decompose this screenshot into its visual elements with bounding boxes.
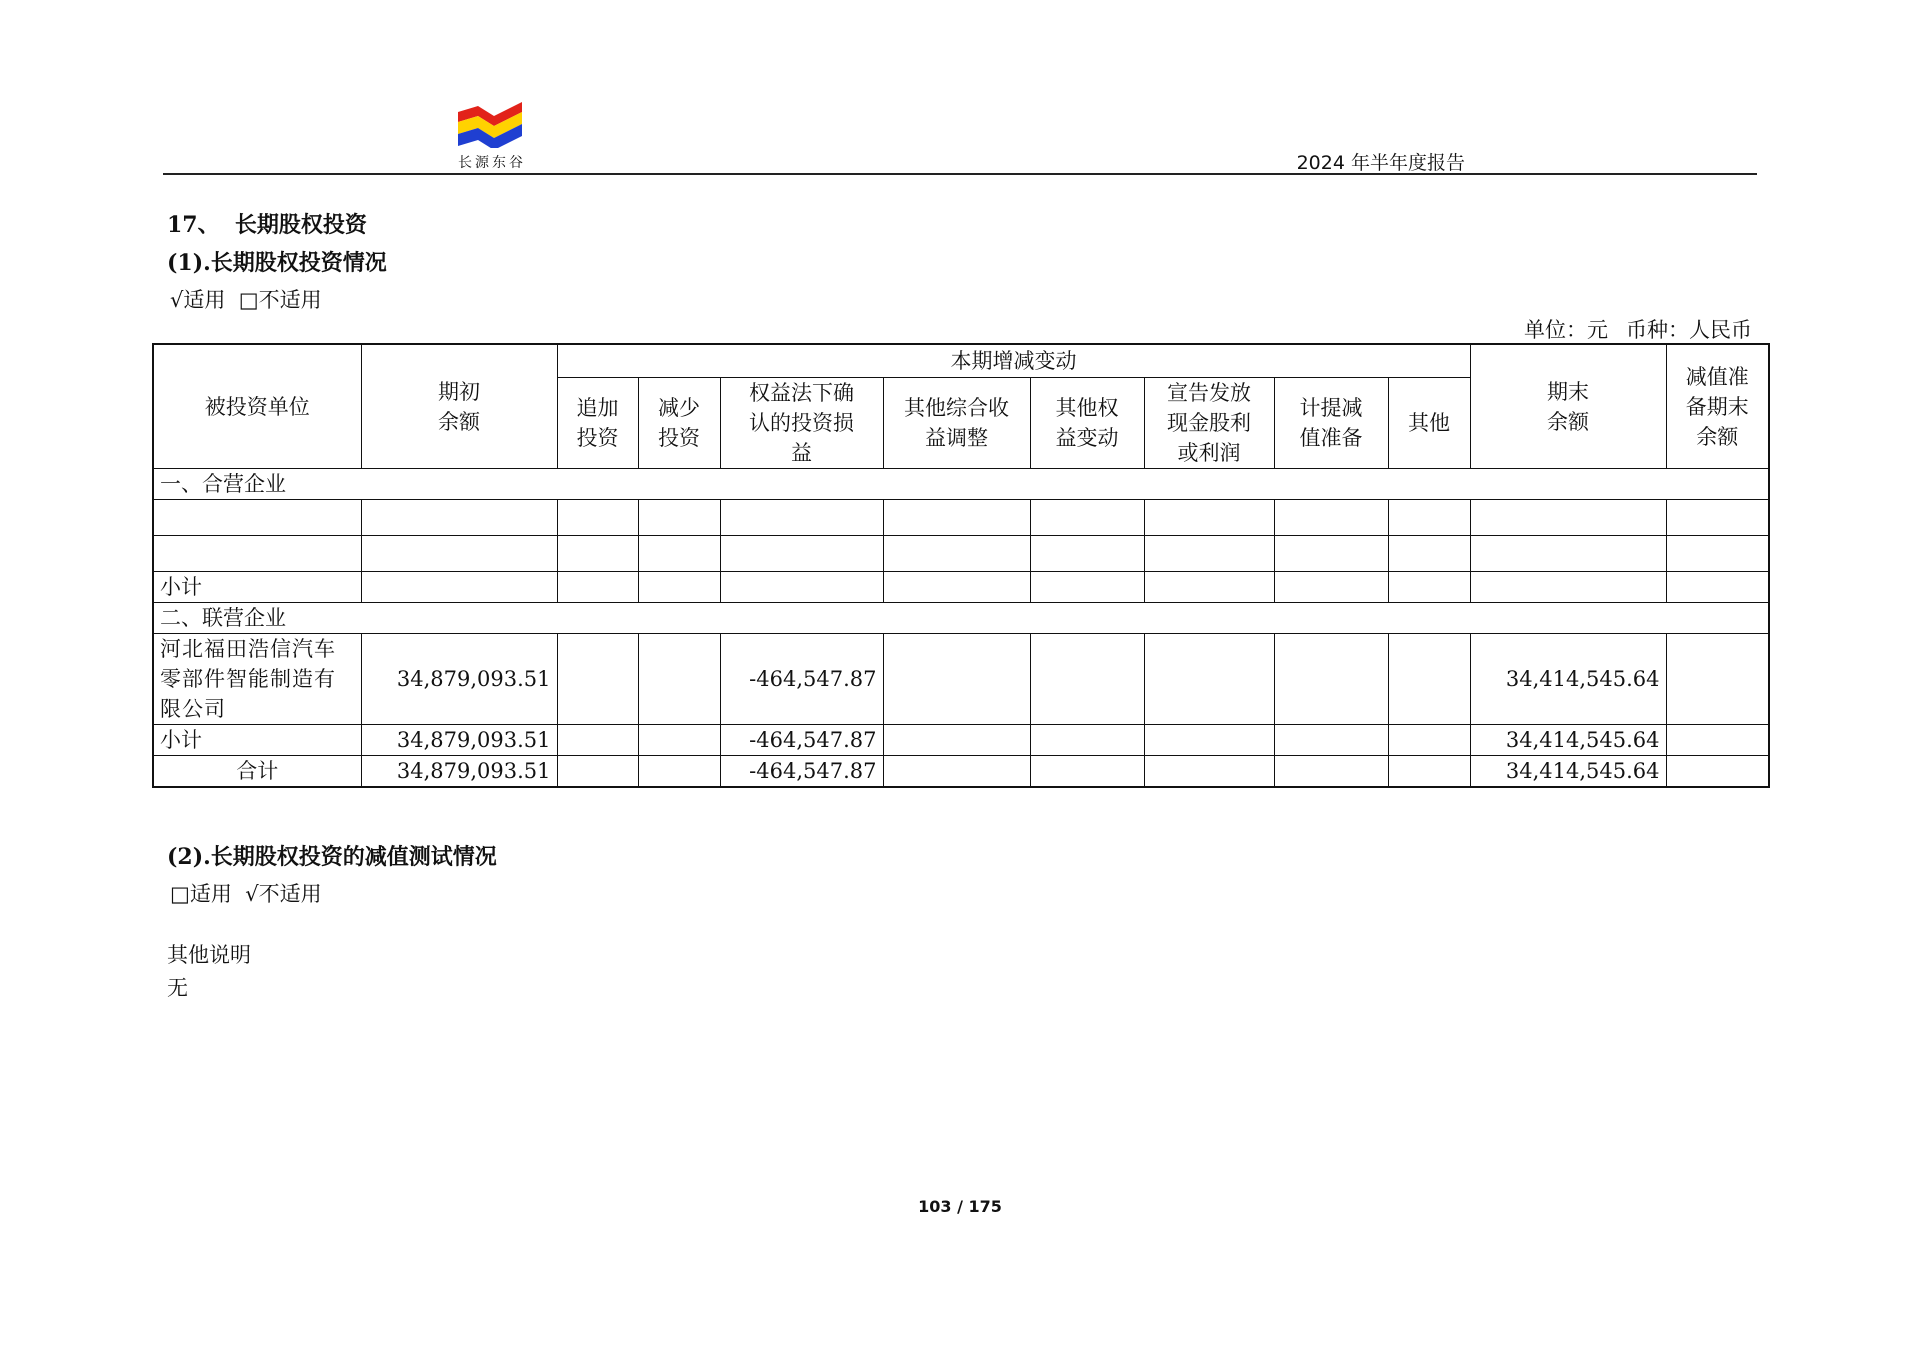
total-label: 合计 — [153, 756, 361, 788]
page-number: 103 / 175 — [918, 1197, 1002, 1216]
applicability-1: √适用 □不适用 — [170, 288, 322, 312]
header-divider — [163, 173, 1757, 175]
header-equity-method-gain: 权益法下确 认的投资损 益 — [720, 378, 883, 469]
table-cell — [1470, 572, 1666, 603]
table-cell — [720, 536, 883, 572]
assoc-subtotal-closing: 34,414,545.64 — [1470, 725, 1666, 756]
total-closing: 34,414,545.64 — [1470, 756, 1666, 788]
table-cell — [1666, 725, 1769, 756]
total-opening: 34,879,093.51 — [361, 756, 557, 788]
table-cell — [557, 725, 638, 756]
table-cell — [1388, 756, 1470, 788]
table-cell — [1666, 572, 1769, 603]
table-cell — [1388, 536, 1470, 572]
table-cell — [638, 725, 720, 756]
table-cell — [883, 536, 1030, 572]
table-cell — [153, 500, 361, 536]
associate-closing: 34,414,545.64 — [1470, 634, 1666, 725]
table-cell — [638, 536, 720, 572]
table-cell — [1388, 725, 1470, 756]
table-cell — [1144, 500, 1274, 536]
table-cell — [1274, 756, 1388, 788]
table-row — [153, 756, 1769, 788]
header-impairment-closing: 减值准 备期末 余额 — [1666, 344, 1769, 469]
table-cell — [1274, 572, 1388, 603]
associate-equity-gain: -464,547.87 — [720, 634, 883, 725]
unit-label: 单位：元 — [1524, 318, 1608, 342]
assoc-subtotal-label: 小计 — [153, 725, 361, 756]
header-other-equity-change: 其他权 益变动 — [1030, 378, 1144, 469]
header-closing-balance: 期末 余额 — [1470, 344, 1666, 469]
table-cell — [638, 756, 720, 788]
table-cell — [883, 634, 1030, 725]
table-cell — [557, 572, 638, 603]
table-cell — [557, 634, 638, 725]
table-cell — [1144, 756, 1274, 788]
table-row — [153, 500, 1769, 536]
header-changes-group: 本期增减变动 — [557, 344, 1470, 378]
table-cell — [361, 536, 557, 572]
table-cell — [883, 500, 1030, 536]
company-logo — [458, 98, 528, 172]
header-reduce-investment: 减少 投资 — [638, 378, 720, 469]
table-cell — [361, 500, 557, 536]
table-cell — [1666, 536, 1769, 572]
table-cell — [883, 756, 1030, 788]
table-cell — [557, 500, 638, 536]
report-title: 2024 年半年度报告 — [1296, 152, 1465, 174]
table-cell — [1030, 500, 1144, 536]
logo-text: 长源东谷 — [458, 155, 526, 171]
table-cell — [720, 572, 883, 603]
table-cell — [1274, 634, 1388, 725]
other-notes-label: 其他说明 — [167, 943, 251, 967]
table-cell — [1144, 725, 1274, 756]
table-cell — [1030, 756, 1144, 788]
table-cell — [1666, 634, 1769, 725]
currency-label: 币种：人民币 — [1626, 318, 1752, 342]
assoc-subtotal-opening: 34,879,093.51 — [361, 725, 557, 756]
other-notes-value: 无 — [167, 976, 188, 1000]
header-other-comprehensive: 其他综合收 益调整 — [883, 378, 1030, 469]
table-cell — [361, 572, 557, 603]
table-cell — [1030, 634, 1144, 725]
table-row — [153, 634, 1769, 725]
unit-currency — [1506, 314, 1752, 344]
associate-name: 河北福田浩信汽车零部件智能制造有限公司 — [153, 634, 361, 725]
header-declared-dividends: 宣告发放 现金股利 或利润 — [1144, 378, 1274, 469]
table-row — [153, 536, 1769, 572]
table-cell — [1666, 500, 1769, 536]
table-row — [153, 572, 1769, 603]
table-cell — [638, 500, 720, 536]
table-cell — [883, 572, 1030, 603]
table-cell — [1030, 536, 1144, 572]
subsection-1-title: (1).长期股权投资情况 — [167, 250, 387, 276]
table-cell — [1274, 725, 1388, 756]
table-cell — [557, 756, 638, 788]
total-equity-gain: -464,547.87 — [720, 756, 883, 788]
table-cell — [557, 536, 638, 572]
table-cell — [1666, 756, 1769, 788]
table-cell — [1388, 634, 1470, 725]
table-cell — [1388, 572, 1470, 603]
jv-subtotal-label: 小计 — [153, 572, 361, 603]
table-cell — [1274, 536, 1388, 572]
table-cell — [1144, 536, 1274, 572]
table-cell — [1144, 634, 1274, 725]
header-other: 其他 — [1388, 378, 1470, 469]
table-cell — [1388, 500, 1470, 536]
table-cell — [720, 500, 883, 536]
header-investee: 被投资单位 — [153, 344, 361, 469]
table-cell — [638, 572, 720, 603]
table-cell — [883, 725, 1030, 756]
table-cell — [1470, 536, 1666, 572]
table-cell — [1030, 725, 1144, 756]
joint-ventures-label: 一、合营企业 — [153, 469, 1769, 500]
table-cell — [638, 634, 720, 725]
header-opening-balance: 期初 余额 — [361, 344, 557, 469]
table-row — [153, 469, 1769, 500]
associates-label: 二、联营企业 — [153, 603, 1769, 634]
applicability-2: □适用 √不适用 — [170, 882, 322, 906]
logo-wave-icon — [458, 98, 524, 148]
assoc-subtotal-equity-gain: -464,547.87 — [720, 725, 883, 756]
header-impairment-provision: 计提减 值准备 — [1274, 378, 1388, 469]
table-cell — [1274, 500, 1388, 536]
table-row — [153, 725, 1769, 756]
header-add-investment: 追加 投资 — [557, 378, 638, 469]
table-cell — [1030, 572, 1144, 603]
associate-opening: 34,879,093.51 — [361, 634, 557, 725]
subsection-2-title: (2).长期股权投资的减值测试情况 — [167, 844, 497, 870]
section-title: 17、 长期股权投资 — [167, 212, 367, 238]
table-cell — [153, 536, 361, 572]
table-cell — [1470, 500, 1666, 536]
table-cell — [1144, 572, 1274, 603]
table-row — [153, 603, 1769, 634]
long-term-equity-investment-table — [152, 343, 1770, 788]
